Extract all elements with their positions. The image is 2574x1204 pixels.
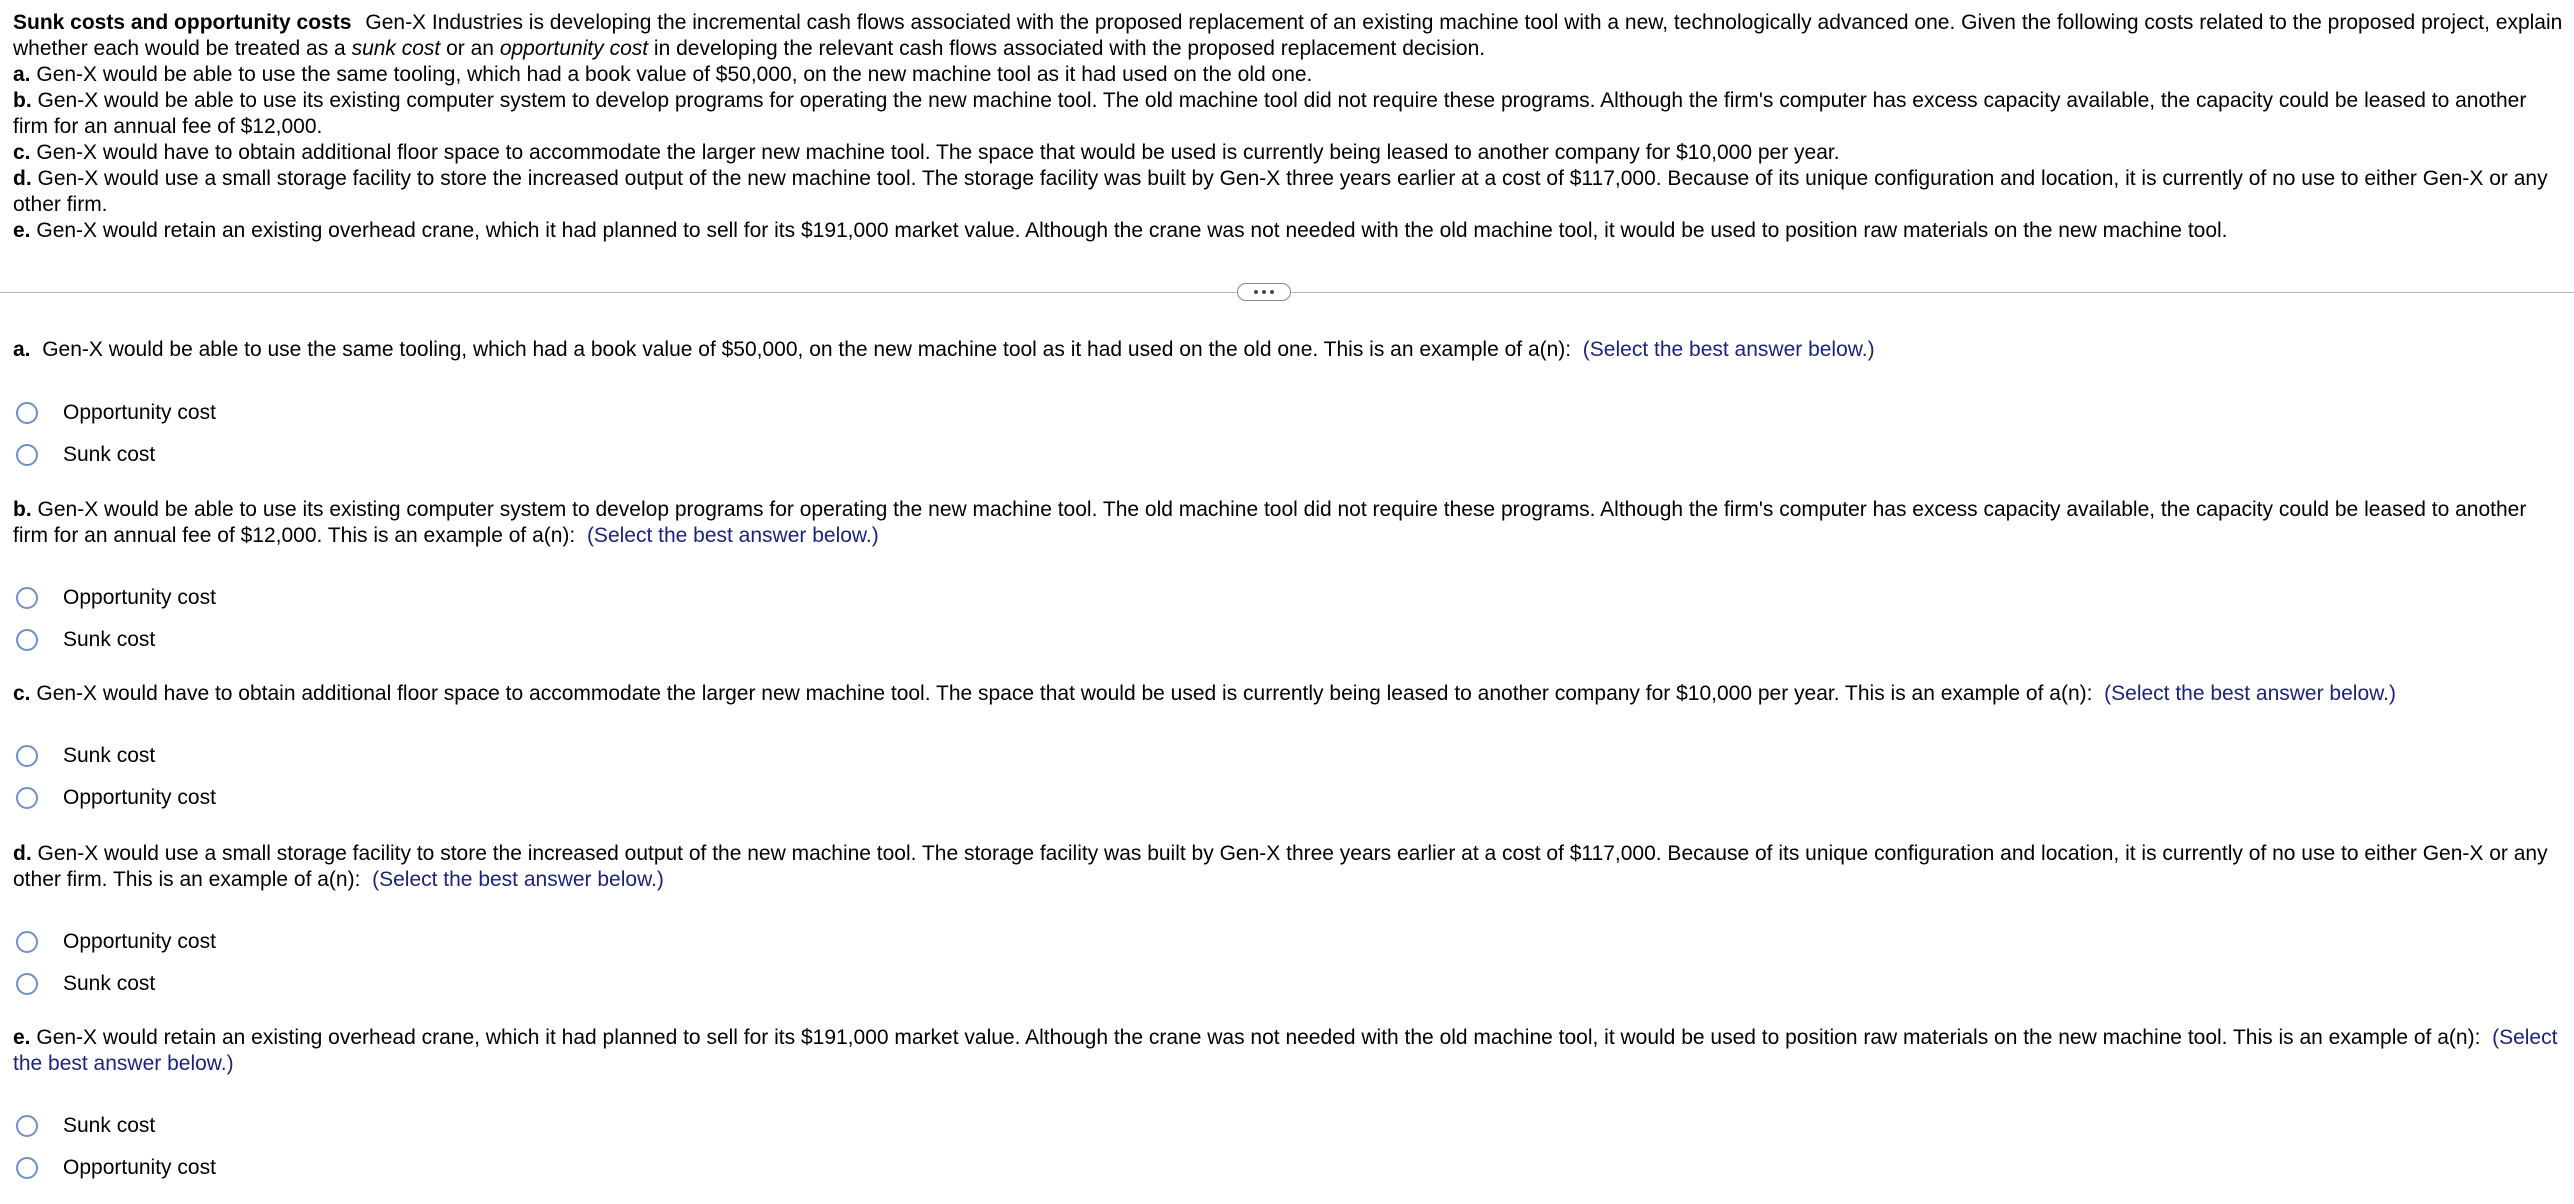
item-text: Gen-X would retain an existing overhead crane, which it had planned to sell for its $191,000 market value. Although the crane was not needed with the old machine tool, it would be used to position raw materials on the new machine tool. — [36, 219, 2228, 242]
item-letter: c. — [13, 141, 31, 164]
problem-statement — [13, 10, 2563, 244]
option-sunk-cost[interactable] — [16, 1105, 216, 1147]
radio-button[interactable] — [16, 629, 38, 651]
options-b — [16, 577, 216, 661]
question-text: Gen-X would be able to use its existing computer system to develop programs for operating the new machine tool. The old machine tool did not require these programs. Although the firm's computer has excess capacity available, the capacity could be leased to another firm for an annual fee of $12,000. This is an example of a(n): — [13, 498, 2527, 547]
intro-sunk-term: sunk cost — [351, 37, 441, 60]
option-label: Sunk cost — [63, 628, 156, 651]
select-hint: (Select the best answer below.) — [2104, 682, 2396, 705]
statement-item-e — [13, 218, 2563, 244]
radio-button[interactable] — [16, 787, 38, 809]
ellipsis-dot — [1270, 290, 1274, 294]
option-label: Opportunity cost — [63, 786, 216, 809]
item-letter: e. — [13, 219, 31, 242]
radio-button[interactable] — [16, 1157, 38, 1179]
option-label: Sunk cost — [63, 744, 156, 767]
option-label: Sunk cost — [63, 443, 156, 466]
options-a — [16, 392, 216, 476]
question-text: Gen-X would use a small storage facility to store the increased output of the new machine tool. The storage facility was built by Gen-X three years earlier at a cost of $117,000. Because of its unique configuration and location, it is currently of no use to either Gen-X or any other firm. This is an example of a(n): — [13, 842, 2548, 891]
item-letter: b. — [13, 89, 32, 112]
option-label: Opportunity cost — [63, 1156, 216, 1179]
options-d — [16, 921, 216, 1005]
option-sunk-cost[interactable] — [16, 434, 216, 476]
intro-text: Gen-X Industries is developing the incremental cash flows associated with the proposed replacement of an existing machine tool with a new, technologically advanced one. Given the following costs related to the proposed project, explain whether each would be treated as a — [13, 11, 2563, 60]
question-b — [13, 497, 2563, 549]
option-opportunity-cost[interactable] — [16, 392, 216, 434]
option-opportunity-cost[interactable] — [16, 777, 216, 819]
question-letter: a. — [13, 338, 31, 361]
select-hint: (Select the best answer below.) — [1582, 338, 1875, 361]
question-letter: b. — [13, 498, 32, 521]
statement-intro — [13, 10, 2563, 62]
question-c — [13, 681, 2563, 707]
option-label: Sunk cost — [63, 972, 156, 995]
select-hint: (Select the best answer below.) — [372, 868, 664, 891]
ellipsis-dot — [1262, 290, 1266, 294]
item-text: Gen-X would be able to use the same tooling, which had a book value of $50,000, on the new machine tool as it had used on the old one. — [36, 63, 1313, 86]
options-c — [16, 735, 216, 819]
question-text: Gen-X would be able to use the same tooling, which had a book value of $50,000, on the new machine tool as it had used on the old one. This is an example of a(n): — [42, 338, 1572, 361]
question-letter: c. — [13, 682, 31, 705]
select-hint: (Select the best answer below.) — [13, 1026, 2558, 1075]
question-letter: e. — [13, 1026, 31, 1049]
item-text: Gen-X would use a small storage facility to store the increased output of the new machine tool. The storage facility was built by Gen-X three years earlier at a cost of $117,000. Because of its unique configuration and location, it is currently of no use to either Gen-X or any other firm. — [13, 167, 2548, 216]
statement-item-d — [13, 166, 2563, 218]
question-e — [13, 1025, 2563, 1077]
problem-title: Sunk costs and opportunity costs — [13, 11, 352, 34]
radio-button[interactable] — [16, 745, 38, 767]
option-label: Opportunity cost — [63, 930, 216, 953]
question-text: Gen-X would retain an existing overhead crane, which it had planned to sell for its $191,000 market value. Although the crane was not needed with the old machine tool, it would be used to position raw materials on the new machine tool. This is an example of a(n): — [36, 1026, 2481, 1049]
ellipsis-icon[interactable] — [1237, 283, 1291, 301]
question-text: Gen-X would have to obtain additional floor space to accommodate the larger new machine tool. The space that would be used is currently being leased to another company for $10,000 per year. This is an example of a(n): — [36, 682, 2093, 705]
radio-button[interactable] — [16, 587, 38, 609]
item-text: Gen-X would be able to use its existing computer system to develop programs for operating the new machine tool. The old machine tool did not require these programs. Although the firm's computer has excess capacity available, the capacity could be leased to another firm for an annual fee of $12,000. — [13, 89, 2527, 138]
radio-button[interactable] — [16, 444, 38, 466]
item-text: Gen-X would have to obtain additional floor space to accommodate the larger new machine tool. The space that would be used is currently being leased to another company for $10,000 per year. — [36, 141, 1840, 164]
option-opportunity-cost[interactable] — [16, 1147, 216, 1189]
options-e — [16, 1105, 216, 1189]
question-d — [13, 841, 2563, 893]
intro-opportunity-term: opportunity cost — [499, 37, 649, 60]
question-a — [13, 337, 2563, 363]
question-prompt — [13, 337, 2563, 363]
option-sunk-cost[interactable] — [16, 963, 216, 1005]
option-opportunity-cost[interactable] — [16, 577, 216, 619]
option-label: Sunk cost — [63, 1114, 156, 1137]
option-sunk-cost[interactable] — [16, 735, 216, 777]
intro-text-end: in developing the relevant cash flows associated with the proposed replacement decision. — [648, 37, 1486, 60]
option-opportunity-cost[interactable] — [16, 921, 216, 963]
radio-button[interactable] — [16, 402, 38, 424]
radio-button[interactable] — [16, 1115, 38, 1137]
question-letter: d. — [13, 842, 32, 865]
question-prompt — [13, 681, 2563, 707]
intro-or: or an — [440, 37, 500, 60]
option-label: Opportunity cost — [63, 586, 216, 609]
item-letter: d. — [13, 167, 32, 190]
option-sunk-cost[interactable] — [16, 619, 216, 661]
option-label: Opportunity cost — [63, 401, 216, 424]
statement-item-a — [13, 62, 2563, 88]
ellipsis-dot — [1254, 290, 1258, 294]
statement-item-c — [13, 140, 2563, 166]
question-prompt — [13, 497, 2563, 549]
item-letter: a. — [13, 63, 31, 86]
question-prompt — [13, 1025, 2563, 1077]
select-hint: (Select the best answer below.) — [586, 524, 879, 547]
radio-button[interactable] — [16, 973, 38, 995]
statement-item-b — [13, 88, 2563, 140]
question-prompt — [13, 841, 2563, 893]
radio-button[interactable] — [16, 931, 38, 953]
